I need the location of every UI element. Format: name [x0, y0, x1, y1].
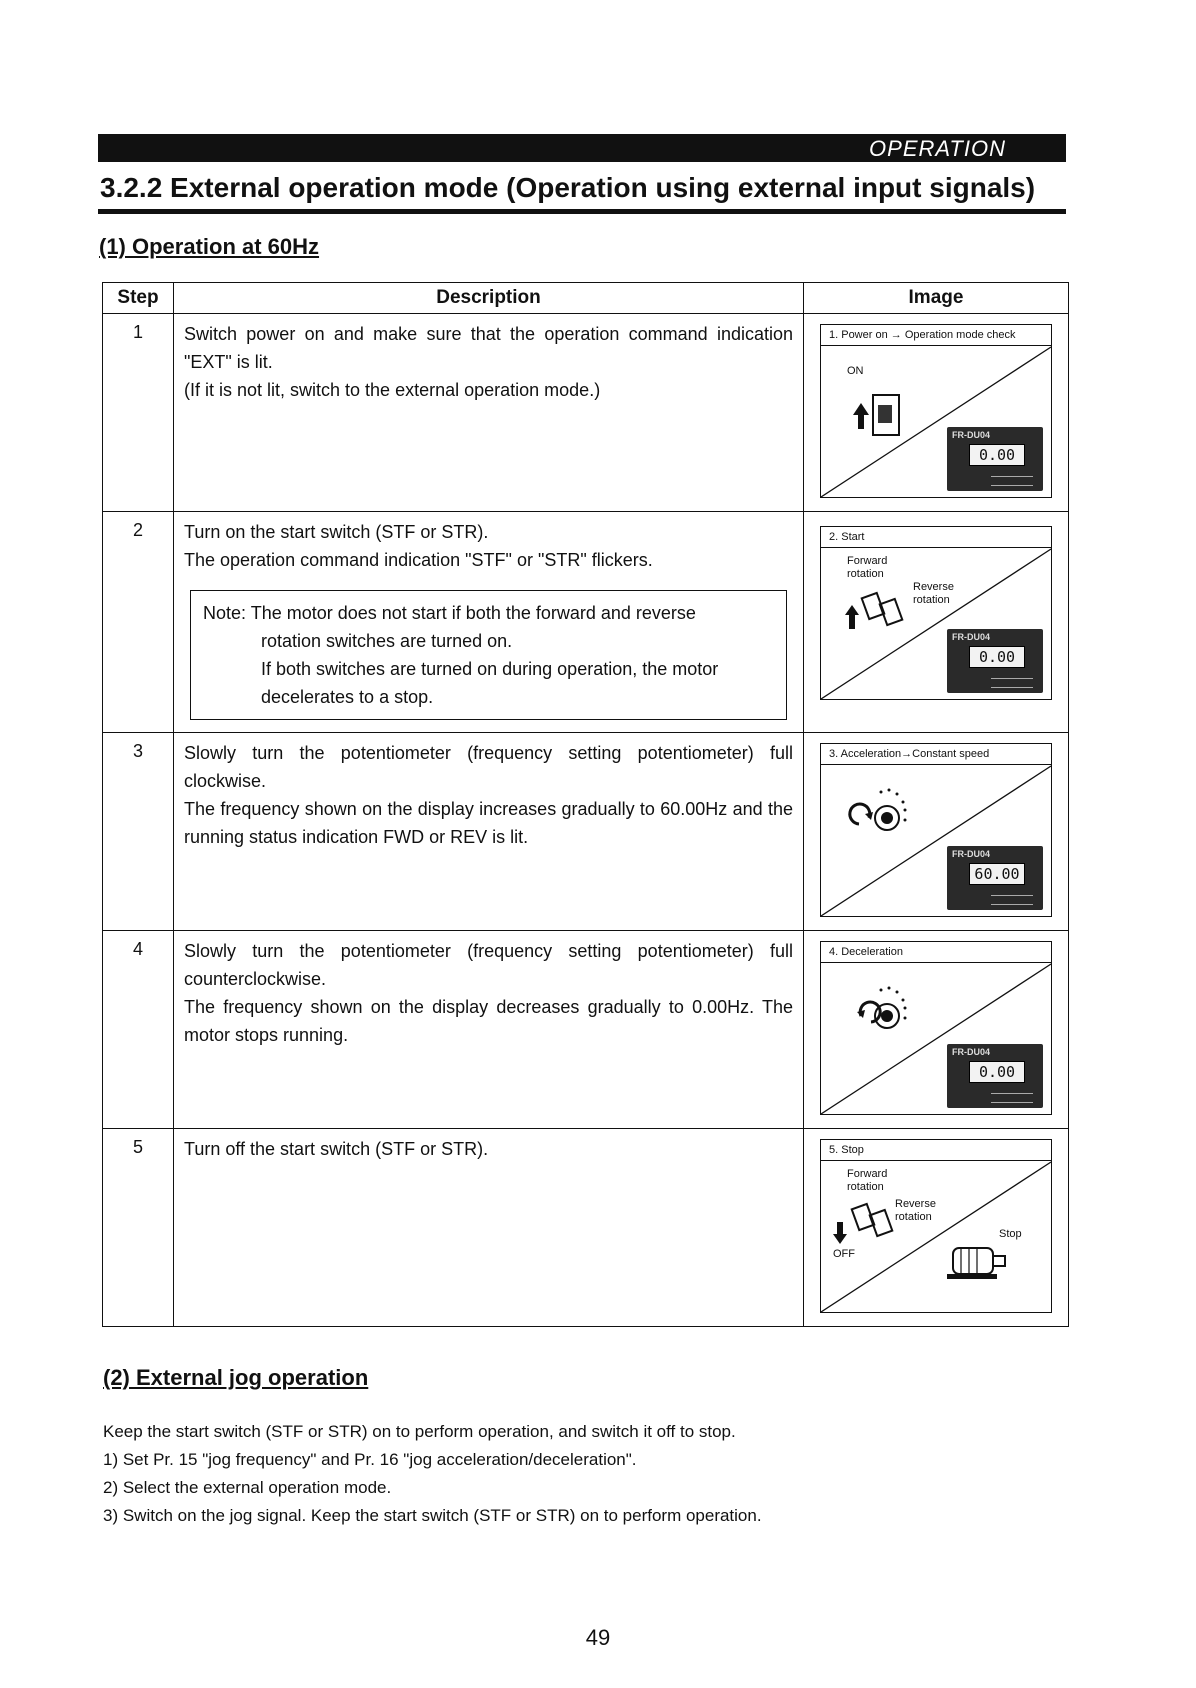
table-header-row: [103, 283, 1069, 314]
stop-label: Stop: [999, 1228, 1022, 1240]
step-text-secondary: The operation command indication "STF" or "STR" flickers.: [184, 550, 653, 570]
potentiometer-icon: [837, 778, 927, 848]
step-number: 5: [103, 1129, 174, 1327]
column-header-image: Image: [804, 283, 1069, 314]
display-keys: [991, 895, 1033, 905]
display-value: 0.00: [969, 646, 1025, 668]
operation-panel-display: [947, 1044, 1043, 1108]
step-number: 4: [103, 931, 174, 1129]
step-text: Turn on the start switch (STF or STR).: [184, 522, 489, 542]
display-keys: [991, 476, 1033, 486]
illustration-caption: 2. Start: [821, 527, 1051, 548]
step-text: Slowly turn the potentiometer (frequency setting potentiometer) full counterclockwise.: [184, 941, 793, 989]
step-text: Switch power on and make sure that the operation command indication "EXT" is lit.: [184, 324, 793, 372]
operation-panel-display: [947, 846, 1043, 910]
power-on-label: ON: [847, 365, 864, 377]
display-brand: FR-DU04: [952, 849, 991, 859]
forward-rotation-label: Forward rotation: [847, 555, 888, 580]
step-text: Turn off the start switch (STF or STR).: [184, 1139, 489, 1159]
start-switch-icon: [839, 587, 909, 637]
operation-steps-table: [102, 282, 1069, 1327]
section-banner: [98, 134, 1066, 162]
illustration-caption: 4. Deceleration: [821, 942, 1051, 963]
step-description: [174, 314, 804, 512]
off-label: OFF: [833, 1248, 855, 1260]
step-illustration: [820, 941, 1052, 1115]
step-number: 2: [103, 512, 174, 733]
step-image-cell: [804, 1129, 1069, 1327]
step-illustration: [820, 526, 1052, 700]
table-row: [103, 733, 1069, 931]
reverse-rotation-label: Reverse rotation: [895, 1198, 936, 1223]
motor-icon: [941, 1236, 1015, 1286]
display-value: 60.00: [969, 863, 1025, 885]
display-value: 0.00: [969, 444, 1025, 466]
page-title: 3.2.2 External operation mode (Operation using external input signals): [100, 172, 1036, 203]
forward-rotation-label: Forward rotation: [847, 1168, 888, 1193]
section2-heading: (2) External jog operation: [103, 1365, 369, 1390]
display-brand: FR-DU04: [952, 1047, 991, 1057]
jog-step: 2) Select the external operation mode.: [103, 1478, 392, 1497]
step-description: [174, 733, 804, 931]
section-tab-label: OPERATION: [869, 136, 1006, 161]
step-number: 3: [103, 733, 174, 931]
title-rule: [98, 209, 1066, 214]
stop-switch-icon: [831, 1202, 901, 1248]
note-text: decelerates to a stop.: [261, 687, 434, 707]
illustration-caption: 1. Power on → Operation mode check: [821, 325, 1051, 346]
table-row: [103, 1129, 1069, 1327]
step-text-secondary: (If it is not lit, switch to the external operation mode.): [184, 380, 601, 400]
jog-step: 1) Set Pr. 15 "jog frequency" and Pr. 16 "jog acceleration/deceleration".: [103, 1450, 637, 1469]
step-text-secondary: The frequency shown on the display increases gradually to 60.00Hz and the running status indication FWD or REV is lit.: [184, 799, 793, 847]
step-image-cell: [804, 733, 1069, 931]
step-description: [174, 931, 804, 1129]
step-text: Slowly turn the potentiometer (frequency setting potentiometer) full clockwise.: [184, 743, 793, 791]
page-number: 49: [585, 1625, 611, 1650]
table-row: [103, 931, 1069, 1129]
step-description: [174, 1129, 804, 1327]
note-text: rotation switches are turned on.: [261, 631, 513, 651]
note-text: If both switches are turned on during operation, the motor: [261, 659, 719, 679]
display-keys: [991, 1093, 1033, 1103]
step-description: [174, 512, 804, 733]
step-illustration: [820, 743, 1052, 917]
step-illustration: [820, 1139, 1052, 1313]
column-header-step: Step: [103, 283, 174, 314]
display-brand: FR-DU04: [952, 430, 991, 440]
operation-panel-display: [947, 427, 1043, 491]
display-brand: FR-DU04: [952, 632, 991, 642]
step-text-secondary: The frequency shown on the display decreases gradually to 0.00Hz. The motor stops running.: [184, 997, 793, 1045]
display-value: 0.00: [969, 1061, 1025, 1083]
table-row: [103, 314, 1069, 512]
step-image-cell: [804, 931, 1069, 1129]
note-text: Note: The motor does not start if both the forward and reverse: [203, 603, 696, 623]
step-image-cell: [804, 512, 1069, 733]
section1-heading: (1) Operation at 60Hz: [99, 234, 320, 259]
step-image-cell: [804, 314, 1069, 512]
illustration-caption: 5. Stop: [821, 1140, 1051, 1161]
potentiometer-icon: [837, 976, 927, 1046]
illustration-caption: 3. Acceleration→Constant speed: [821, 744, 1051, 765]
step-number: 1: [103, 314, 174, 512]
note-box: [190, 590, 787, 720]
column-header-description: Description: [174, 283, 804, 314]
power-switch-icon: [843, 381, 905, 443]
jog-step: 3) Switch on the jog signal. Keep the start switch (STF or STR) on to perform operation.: [103, 1506, 762, 1525]
operation-panel-display: [947, 629, 1043, 693]
jog-intro-text: Keep the start switch (STF or STR) on to perform operation, and switch it off to stop.: [103, 1422, 736, 1441]
display-keys: [991, 678, 1033, 688]
step-illustration: [820, 324, 1052, 498]
reverse-rotation-label: Reverse rotation: [913, 581, 954, 606]
table-row: [103, 512, 1069, 733]
